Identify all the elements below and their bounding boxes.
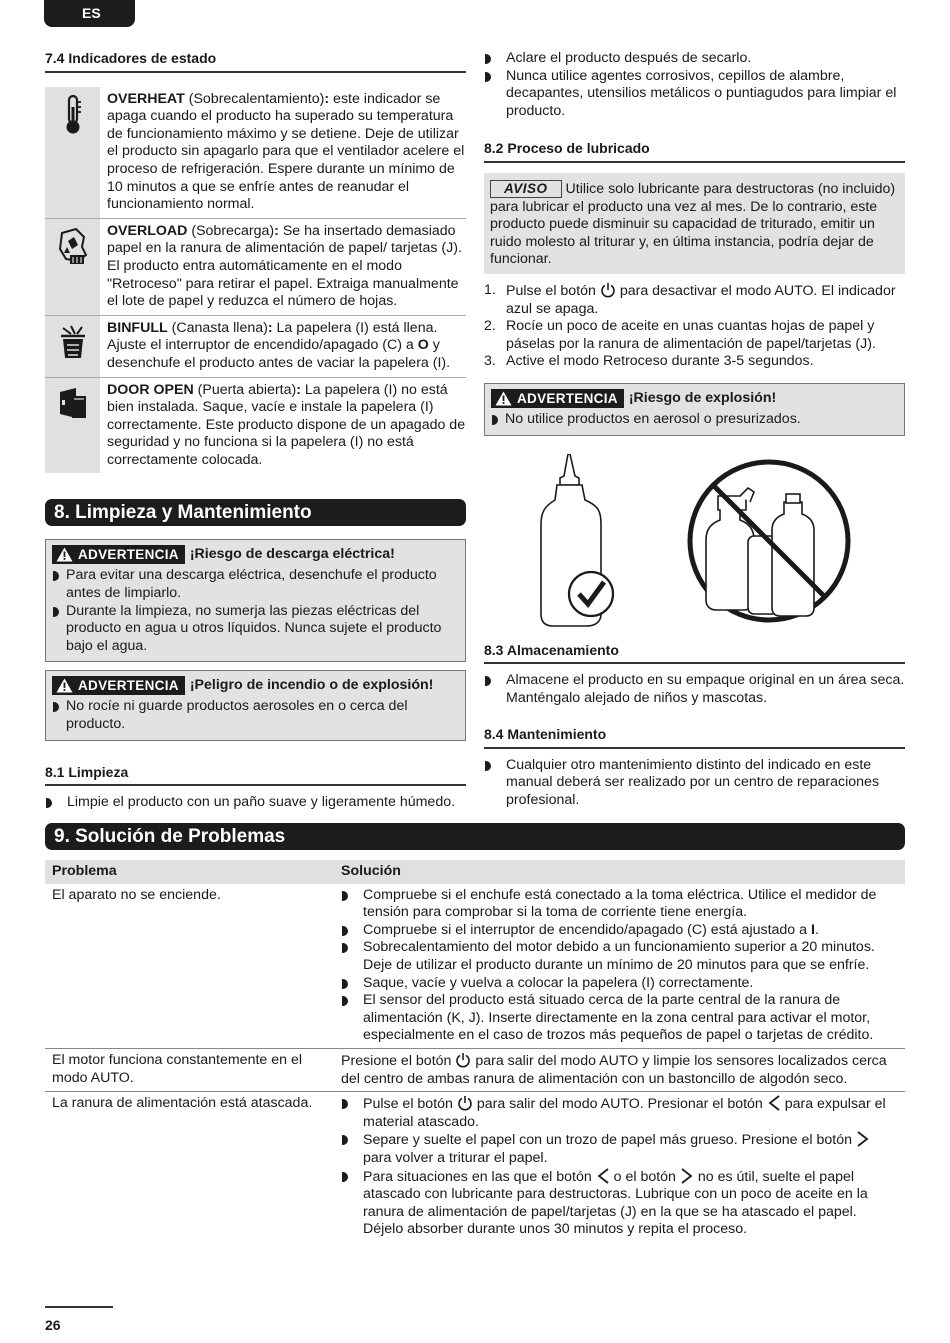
list-item: Cualquier otro mantenimiento distinto del indicado en este manual deberá ser realizado por un centro de reparaciones profesional.	[484, 757, 905, 810]
paper-jam-icon	[45, 219, 100, 315]
notice-label: AVISO	[490, 180, 562, 198]
solution-cell	[334, 884, 905, 1049]
section-8-1-heading: 8.1 Limpieza	[45, 764, 466, 787]
right-column	[484, 50, 905, 810]
notice-text: Utilice solo lubricante para destructoras (no incluido) para lubricar el producto una vez al mes. De lo contrario, este producto puede disminuir su capacidad de triturado, emitir un ruido molesto al triturar y, en última instancia, podría dejar de funcionar.	[490, 180, 896, 268]
power-icon	[457, 1095, 473, 1111]
step-text-cont: para desactivar el modo AUTO. El indicador azul se apaga.	[506, 282, 896, 317]
indicator-colon: :	[296, 381, 301, 398]
indicator-row-overheat	[45, 87, 466, 219]
indicator-name: OVERLOAD	[107, 222, 188, 239]
list-item: Compruebe si el enchufe está conectado a la toma eléctrica. Utilice el medidor de tensión para comprobar si la toma de corriente tiene energía.	[341, 887, 898, 922]
door-open-icon	[45, 378, 100, 474]
indicator-name: DOOR OPEN	[107, 381, 194, 398]
section-8-2-heading: 8.2 Proceso de lubricado	[484, 140, 905, 163]
list-item: Limpie el producto con un paño suave y ligeramente húmedo.	[45, 794, 466, 812]
warning-fire-explosion	[45, 670, 466, 740]
list-item: Para evitar una descarga eléctrica, desenchufe el producto antes de limpiarlo.	[52, 567, 457, 602]
power-icon	[600, 282, 616, 298]
warning-explosion	[484, 383, 905, 436]
list-item: Nunca utilice agentes corrosivos, cepillos de alambre, decapantes, utensilios metálicos o puntiagudos para limpiar el producto.	[484, 68, 905, 121]
section-8-title: 8. Limpieza y Mantenimiento	[45, 499, 466, 526]
warning-label-text: ADVERTENCIA	[78, 547, 179, 563]
notice-box	[484, 173, 905, 274]
solution-text: Separe y suelte el papel con un trozo de papel más grueso. Presione el botón	[363, 1132, 856, 1149]
troubleshooting-table	[45, 860, 905, 1242]
chevron-right-icon	[856, 1131, 870, 1147]
indicator-row-overload	[45, 219, 466, 316]
indicator-paren: (Puerta abierta)	[193, 381, 297, 398]
step-number: 3.	[484, 353, 496, 370]
indicator-text: Se ha insertado demasiado papel en la ranura de alimentación de papel/ tarjetas (J). El producto entra automáticamente en el modo "Retroceso" para retirar el papel. Extraiga manualmente el lote de papel y reduzca el número de hojas.	[107, 222, 462, 310]
chevron-right-icon	[680, 1168, 694, 1184]
indicator-name: OVERHEAT	[107, 90, 185, 107]
language-tab: ES	[44, 0, 135, 27]
solution-text-cont: para salir del modo AUTO. Presionar el botón	[472, 1096, 767, 1113]
chevron-left-icon	[596, 1168, 610, 1184]
indicator-text: La papelera (I) no está bien instalada. Saque, vacíe e instale la papelera (I) correctamente. Este producto dispone de un apagado de seguridad y no funciona si la papelera (I) no está correctamente colocada.	[107, 381, 466, 468]
column-header-solution: Solución	[334, 860, 905, 884]
table-row	[45, 1092, 905, 1242]
indicator-paren: (Canasta llena)	[167, 319, 268, 336]
status-indicator-table	[45, 87, 466, 474]
solution-text-cont: o el botón	[609, 1168, 680, 1185]
list-item: Aclare el producto después de secarlo.	[484, 50, 905, 68]
list-item	[341, 922, 898, 940]
indicator-off-symbol: O	[417, 337, 429, 354]
table-row	[45, 884, 905, 1049]
solution-text: Presione el botón	[341, 1052, 456, 1069]
indicator-name: BINFULL	[107, 319, 168, 336]
solution-cell	[334, 1092, 905, 1242]
indicator-paren: (Sobrecalentamiento)	[184, 90, 325, 107]
warning-label-text: ADVERTENCIA	[78, 678, 179, 694]
table-row	[45, 1048, 905, 1091]
chevron-left-icon	[767, 1095, 781, 1111]
solution-text-cont: .	[814, 921, 819, 938]
indicator-text-cont: y desenchufe el producto antes de vaciar la papelera (I).	[107, 337, 451, 371]
warning-label	[52, 545, 185, 564]
indicator-row-door-open	[45, 378, 466, 474]
thermometer-icon	[45, 87, 100, 218]
indicator-text: este indicador se apaga cuando el producto ha superado su temperatura de funcionamiento máximo y se detiene. Deje de utilizar el producto sin apagarlo para que el ventilador acelere el proceso de refrigeración. Espere durante un mínimo de 10 minutos a que se enfríe antes de reanudar el funcionamiento normal.	[107, 90, 465, 213]
solution-text: Pulse el botón	[363, 1096, 457, 1113]
warning-title: ¡Peligro de incendio o de explosión!	[189, 677, 434, 694]
no-aerosol-icon	[684, 456, 854, 626]
indicator-text: La papelera (I) está llena. Ajuste el interruptor de encendido/apagado (C) a	[107, 319, 438, 354]
list-item	[484, 282, 905, 318]
solution-text: Para situaciones en las que el botón	[363, 1168, 596, 1185]
problem-cell: El motor funciona constantemente en el modo AUTO.	[45, 1048, 334, 1091]
section-8-4-heading: 8.4 Mantenimiento	[484, 726, 905, 749]
list-item: No utilice productos en aerosol o presurizados.	[491, 411, 896, 429]
list-item: Saque, vacíe y vuelva a colocar la papelera (I) correctamente.	[341, 975, 898, 993]
list-item: Almacene el producto en su empaque original en un área seca. Manténgalo alejado de niños y mascotas.	[484, 672, 905, 707]
problem-cell: La ranura de alimentación está atascada.	[52, 1095, 313, 1112]
indicator-colon: :	[267, 319, 273, 336]
solution-text-cont: para salir del modo AUTO y limpie los sensores localizados cerca del centro de ambas ranura de alimentación con un bastoncillo de algodón seco.	[341, 1052, 887, 1087]
solution-text-end: no es útil, suelte el papel atascado con lubricante para destructoras. Lubrique con un poco de aceite en la ranura de alimentación de papel/tarjetas (J) en la que se ha atascado el papel. Déjelo absorber durante unos 30 minutos y repita el proceso.	[363, 1168, 868, 1238]
step-text: Active el modo Retroceso durante 3-5 segundos.	[506, 353, 814, 370]
step-number: 1.	[484, 281, 496, 298]
warning-title: ¡Riesgo de explosión!	[628, 389, 777, 406]
power-icon	[455, 1052, 471, 1068]
list-item	[341, 1131, 898, 1167]
solution-cell	[334, 1048, 905, 1091]
lubricant-bottle-check-icon	[539, 454, 639, 630]
warning-label-text: ADVERTENCIA	[517, 390, 618, 406]
bin-full-icon	[45, 316, 100, 377]
solution-text: Compruebe si el interruptor de encendido/apagado (C) está ajustado a	[363, 921, 811, 938]
indicator-paren: (Sobrecarga)	[187, 222, 275, 239]
warning-triangle-icon	[56, 547, 73, 562]
solution-text-end: para expulsar el material atascado.	[363, 1096, 886, 1130]
warning-title: ¡Riesgo de descarga eléctrica!	[189, 546, 395, 563]
step-text: Pulse el botón	[506, 282, 600, 299]
list-item: Sobrecalentamiento del motor debido a un funcionamiento superior a 20 minutos. Deje de utilizar el producto durante un mínimo de 20 minutos para que se enfríe.	[341, 939, 898, 974]
left-column	[45, 50, 466, 812]
step-text: Rocíe un poco de aceite en unas cuantas hojas de papel y páselas por la ranura de alimentación de papel/tarjetas (J).	[506, 318, 876, 352]
list-item	[484, 318, 905, 353]
problem-cell: El aparato no se enciende.	[45, 884, 334, 1049]
table-header-row	[45, 860, 905, 884]
lubrication-steps	[484, 282, 905, 371]
warning-triangle-icon	[495, 391, 512, 406]
section-9-title: 9. Solución de Problemas	[45, 823, 905, 850]
list-item: Durante la limpieza, no sumerja las piezas eléctricas del producto en agua u otros líquidos. Nunca sujete el producto bajo el agua.	[52, 603, 457, 656]
list-item	[341, 1095, 898, 1131]
lubricant-illustration	[484, 452, 905, 642]
list-item: El sensor del producto está situado cerca de la parte central de la ranura de alimentación (K, J). Inserte directamente en la zona central para activar el motor, especialmente en el caso de trozos más pequeños de papel o tarjetas de crédito.	[341, 992, 898, 1045]
section-8-3-heading: 8.3 Almacenamiento	[484, 642, 905, 665]
list-item: No rocíe ni guarde productos aerosoles en o cerca del producto.	[52, 698, 457, 733]
section-7-4-heading: 7.4 Indicadores de estado	[45, 50, 466, 73]
warning-triangle-icon	[56, 678, 73, 693]
warning-electric-shock	[45, 539, 466, 662]
solution-text-cont: para volver a triturar el papel.	[363, 1149, 548, 1166]
on-symbol: I	[810, 921, 815, 938]
indicator-colon: :	[324, 90, 330, 107]
warning-label	[491, 389, 624, 408]
warning-label	[52, 676, 185, 695]
page-number: 26	[45, 1306, 113, 1335]
step-number: 2.	[484, 318, 496, 335]
list-item	[341, 1168, 898, 1239]
list-item	[484, 353, 905, 371]
indicator-colon: :	[274, 222, 279, 239]
indicator-row-binfull	[45, 316, 466, 378]
column-header-problem: Problema	[45, 860, 334, 884]
